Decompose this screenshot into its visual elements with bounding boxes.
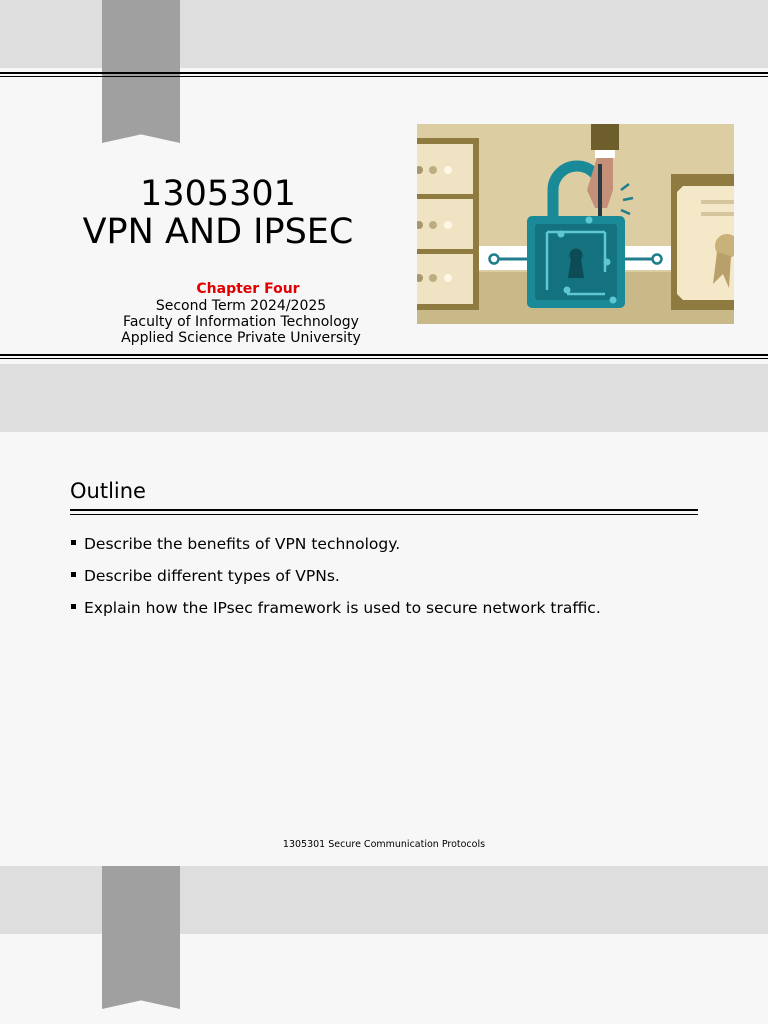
outline-rule-thick xyxy=(70,509,698,511)
middle-rule-thick xyxy=(0,354,768,356)
bottom-ribbon-decoration xyxy=(102,866,180,1009)
top-rule-thick xyxy=(0,72,768,74)
faculty-label: Faculty of Information Technology xyxy=(123,314,359,330)
bullet-item: Explain how the IPsec framework is used to secure network traffic. xyxy=(70,598,601,618)
university-label: Applied Science Private University xyxy=(121,330,361,346)
term-label: Second Term 2024/2025 xyxy=(155,298,327,314)
outline-bullet-list xyxy=(70,534,601,630)
bullet-item: Describe the benefits of VPN technology. xyxy=(70,534,601,554)
padlock-security-illustration xyxy=(417,124,734,324)
middle-rule-thin xyxy=(0,358,768,359)
top-rule-thin xyxy=(0,76,768,77)
course-title: VPN AND IPSEC xyxy=(82,212,354,252)
outline-heading: Outline xyxy=(70,479,146,503)
slide-separator-band xyxy=(0,364,768,432)
chapter-label: Chapter Four xyxy=(196,281,300,297)
slide-footer: 1305301 Secure Communication Protocols xyxy=(282,839,486,850)
bullet-item: Describe different types of VPNs. xyxy=(70,566,601,586)
outline-rule-thin xyxy=(70,514,698,515)
course-code: 1305301 xyxy=(140,174,296,214)
